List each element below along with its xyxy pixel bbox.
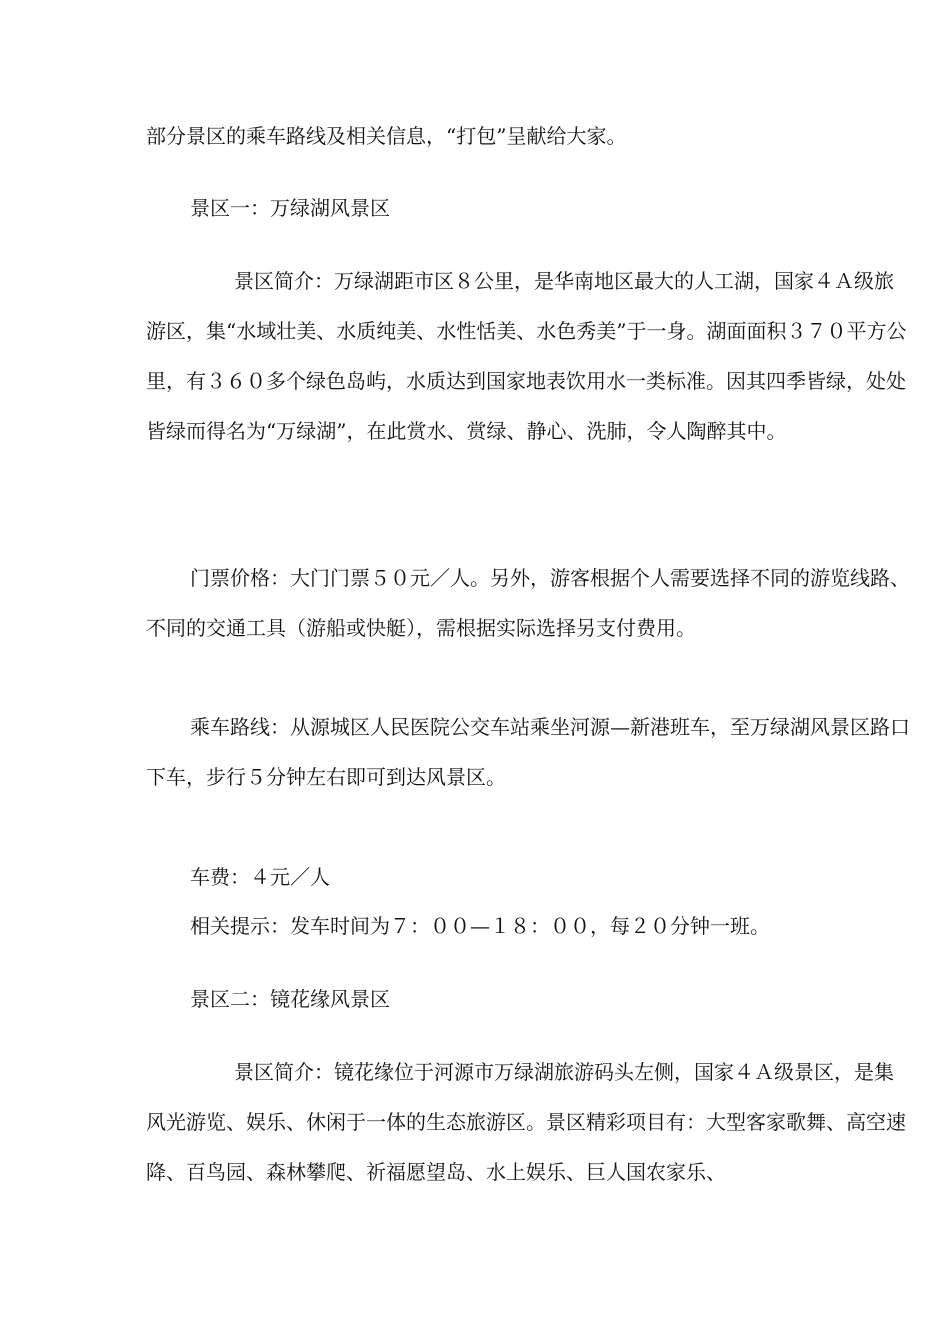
scenic1-intro-paragraph: 景区简介：万绿湖距市区８公里，是华南地区最大的人工湖，国家４Ａ级旅游区，集“水域壮美、水质纯美、水性恬美、水色秀美”于一身。湖面面积３７０平方公里，有３６０多个绿色岛屿，水质达到国家地表饮用水一类标准。因其四季皆绿，处处皆绿而得名为“万绿湖”，在此赏水、赏绿、静心、洗肺，令人陶醉其中。 xyxy=(146,269,907,443)
scenic1-route-paragraph: 乘车路线：从源城区人民医院公交车站乘坐河源—新港班车，至万绿湖风景区路口下车，步行５分钟左右即可到达风景区。 xyxy=(146,715,910,789)
scenic1-heading: 景区一：万绿湖风景区 xyxy=(190,196,390,220)
scenic1-ticket-paragraph: 门票价格：大门门票５０元／人。另外，游客根据个人需要选择不同的游览线路、不同的交通工具（游船或快艇），需根据实际选择另支付费用。 xyxy=(146,566,910,640)
intro-tail-paragraph: 部分景区的乘车路线及相关信息，“打包”呈献给大家。 xyxy=(146,124,627,148)
scenic1-fare-line: 车费：４元／人 xyxy=(190,865,330,889)
scenic2-heading: 景区二：镜花缘风景区 xyxy=(190,987,390,1011)
scenic2-intro-paragraph: 景区简介：镜花缘位于河源市万绿湖旅游码头左侧，国家４Ａ级景区，是集风光游览、娱乐、休闲于一体的生态旅游区。景区精彩项目有：大型客家歌舞、高空速降、百鸟园、森林攀爬、祈福愿望岛、水上娱乐、巨人国农家乐、 xyxy=(146,1060,906,1184)
scenic1-tip-line: 相关提示：发车时间为７：００—１８：００，每２０分钟一班。 xyxy=(190,914,770,938)
